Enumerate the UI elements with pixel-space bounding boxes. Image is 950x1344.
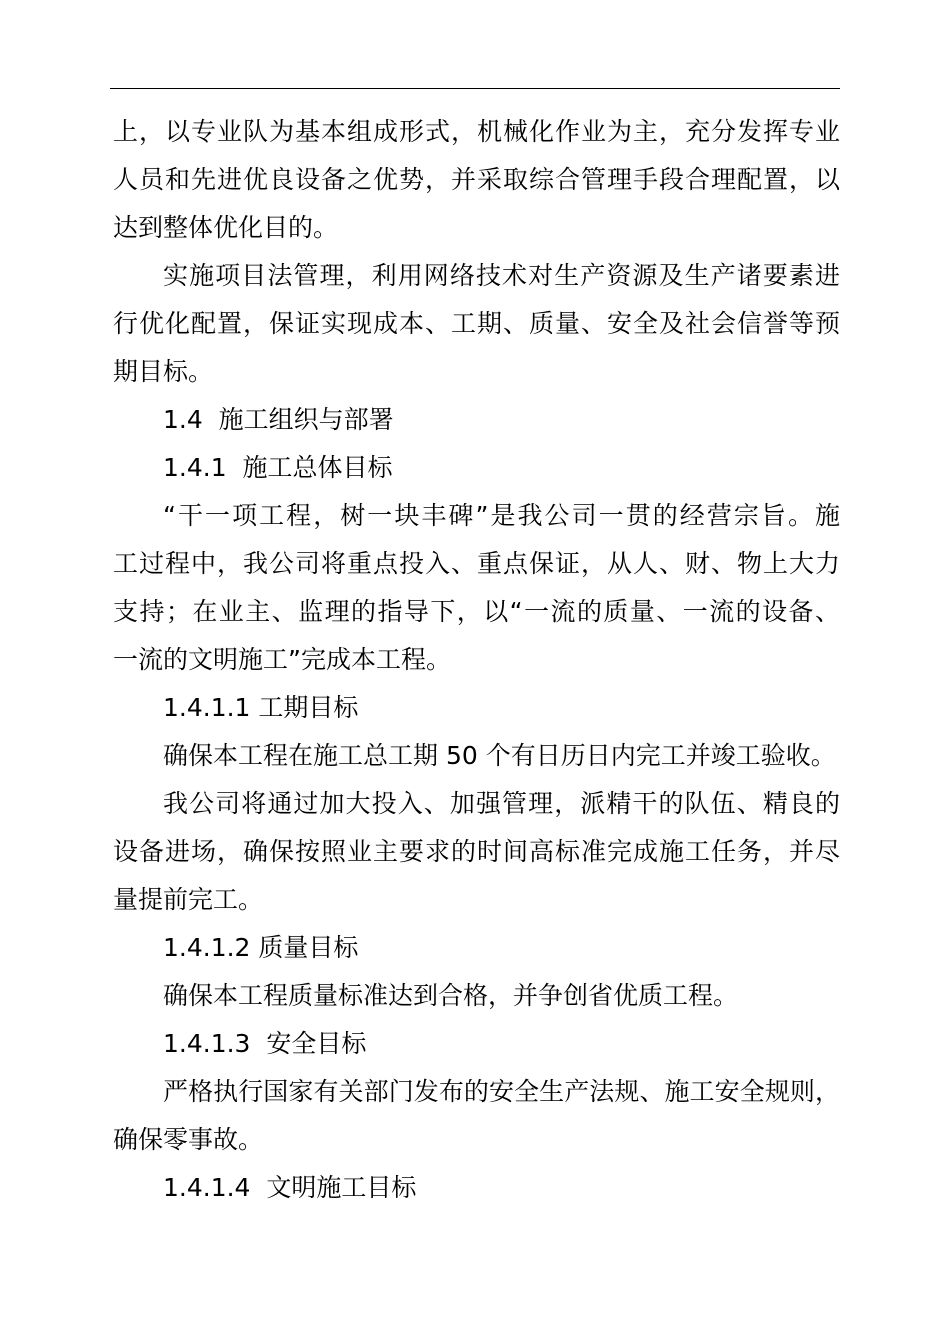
text-line: 期目标。	[113, 357, 214, 386]
section-heading: 1.4 施工组织与部署	[163, 405, 394, 434]
text-line: 实施项目法管理，利用网络技术对生产资源及生产诸要素进	[163, 261, 840, 290]
section-heading: 1.4.1.2 质量目标	[163, 933, 359, 962]
text-line: 工过程中，我公司将重点投入、重点保证，从人、财、物上大力	[113, 549, 840, 578]
text-line: “干一项工程，树一块丰碑”是我公司一贯的经营宗旨。施	[163, 501, 840, 530]
text-line: 行优化配置，保证实现成本、工期、质量、安全及社会信誉等预	[113, 309, 840, 338]
body-paragraph	[113, 780, 840, 924]
text-line: 确保零事故。	[113, 1125, 264, 1154]
text-line: 一流的文明施工”完成本工程。	[113, 645, 451, 674]
text-line: 人员和先进优良设备之优势，并采取综合管理手段合理配置，以	[113, 165, 840, 194]
text-line: 上，以专业队为基本组成形式，机械化作业为主，充分发挥专业	[113, 117, 840, 146]
document-body	[113, 108, 840, 1212]
section-heading: 1.4.1.3 安全目标	[163, 1029, 367, 1058]
body-paragraph	[113, 492, 840, 684]
body-paragraph	[113, 972, 840, 1020]
text-line: 量提前完工。	[113, 885, 264, 914]
text-line: 达到整体优化目的。	[113, 213, 339, 242]
section-heading: 1.4.1.4 文明施工目标	[163, 1173, 417, 1202]
body-paragraph	[113, 1068, 840, 1164]
body-paragraph	[113, 252, 840, 396]
text-line: 确保本工程质量标准达到合格，并争创省优质工程。	[163, 981, 739, 1010]
text-line: 我公司将通过加大投入、加强管理，派精干的队伍、精良的	[163, 789, 840, 818]
text-line: 严格执行国家有关部门发布的安全生产法规、施工安全规则，	[163, 1077, 840, 1106]
text-line: 设备进场，确保按照业主要求的时间高标准完成施工任务，并尽	[113, 837, 840, 866]
section-heading: 1.4.1 施工总体目标	[163, 453, 393, 482]
body-paragraph	[113, 732, 840, 780]
text-line: 确保本工程在施工总工期 50 个有日历日内完工并竣工验收。	[163, 741, 836, 770]
text-line: 支持；在业主、监理的指导下，以“一流的质量、一流的设备、	[113, 597, 840, 626]
section-heading: 1.4.1.1 工期目标	[163, 693, 359, 722]
body-paragraph	[113, 108, 840, 252]
header-rule	[110, 88, 840, 89]
